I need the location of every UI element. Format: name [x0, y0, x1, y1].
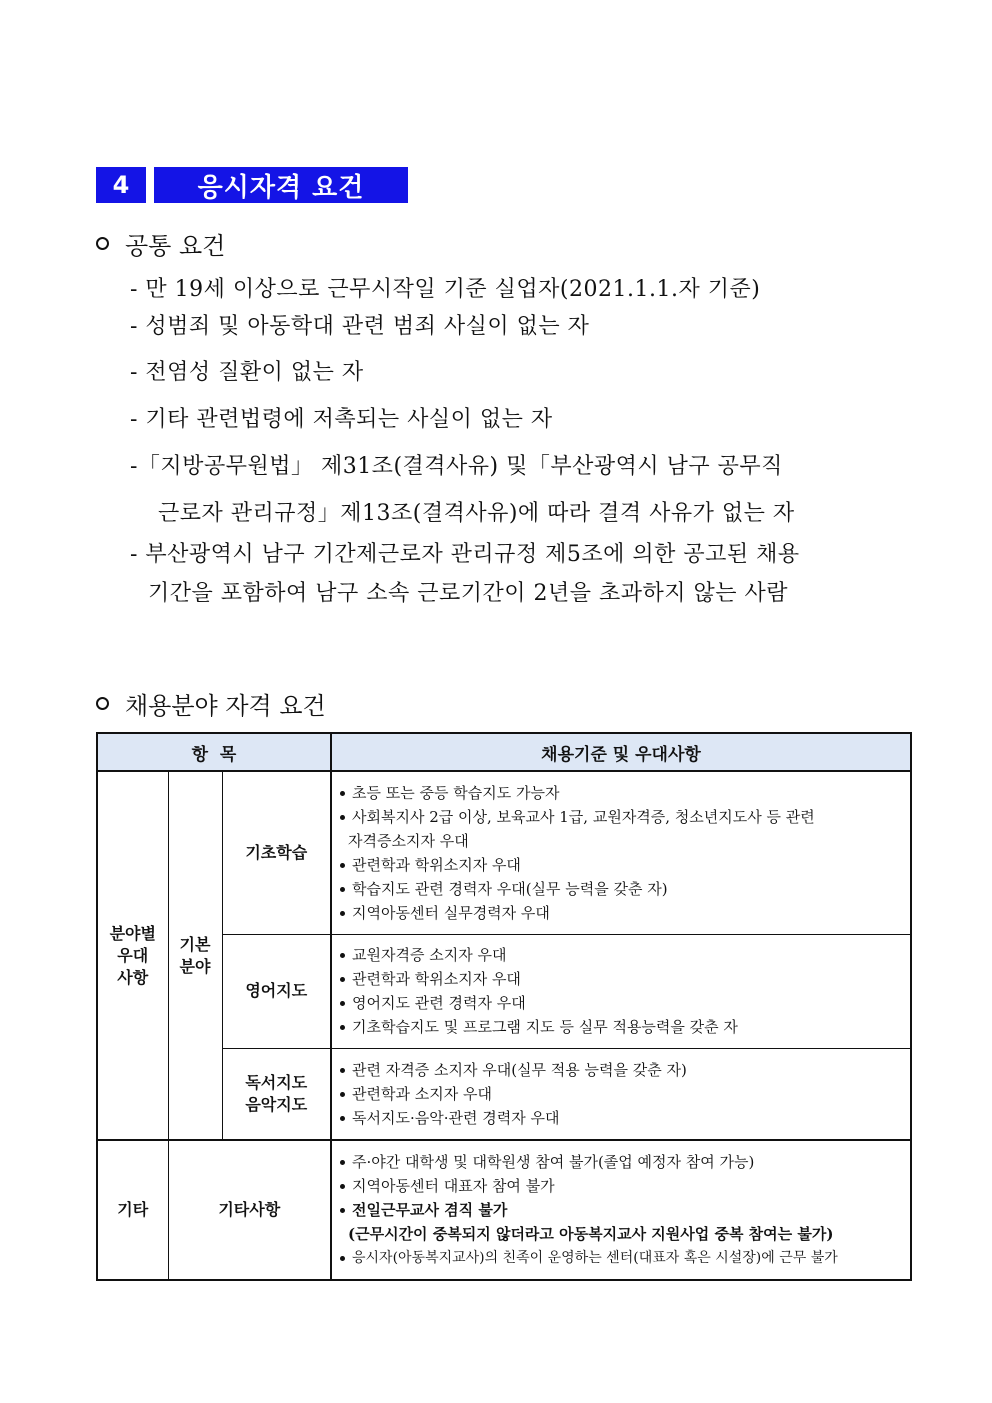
row-label: 독서지도 음악지도 — [222, 1048, 331, 1140]
list-item: 지역아동센터 실무경력자 우대 — [336, 901, 910, 925]
table-header-row — [97, 733, 911, 771]
list-item-emphasis: 전일근무교사 겸직 불가 — [336, 1198, 910, 1222]
header-criteria: 채용기준 및 우대사항 — [331, 733, 911, 771]
row-criteria — [331, 934, 911, 1048]
sub-group-label: 기본 분야 — [168, 771, 222, 1140]
list-item: 지역아동센터 대표자 참여 불가 — [336, 1174, 910, 1198]
qualification-table — [96, 732, 912, 1281]
list-item: 교원자격증 소지자 우대 — [336, 943, 910, 967]
list-item: 응시자(아동복지교사)의 친족이 운영하는 센터(대표자 혹은 시설장)에 근무 불가 — [336, 1246, 910, 1270]
list-item: 학습지도 관련 경력자 우대(실무 능력을 갖춘 자) — [336, 877, 910, 901]
list-item: 초등 또는 중등 학습지도 가능자 — [336, 781, 910, 805]
list-item-note: (근무시간이 중복되지 않더라고 아동복지교사 지원사업 중복 참여는 불가) — [348, 1225, 834, 1243]
list-item: 관련학과 학위소지자 우대 — [336, 853, 910, 877]
list-item: 영어지도 관련 경력자 우대 — [336, 991, 910, 1015]
field-heading-text: 채용분야 자격 요건 — [125, 692, 326, 720]
requirement-item: - 기타 관련법령에 저촉되는 사실이 없는 자 — [130, 407, 553, 432]
requirement-item: - 전염성 질환이 없는 자 — [130, 360, 364, 385]
requirement-item: - 성범죄 및 아동학대 관련 범죄 사실이 없는 자 — [130, 314, 590, 339]
common-requirements-heading — [96, 226, 225, 261]
section-number: 4 — [96, 167, 146, 203]
list-item: 관련학과 학위소지자 우대 — [336, 967, 910, 991]
list-item: 기초학습지도 및 프로그램 지도 등 실무 적용능력을 갖춘 자 — [336, 1015, 910, 1039]
list-item: 독서지도·음악·관련 경력자 우대 — [336, 1106, 910, 1130]
common-heading-text: 공통 요건 — [125, 232, 226, 260]
requirement-item: -「지방공무원법」 제31조(결격사유) 및「부산광역시 남구 공무직 — [130, 454, 783, 479]
circle-bullet-icon — [96, 237, 109, 250]
list-item: 관련학과 소지자 우대 — [336, 1082, 910, 1106]
requirement-item: - 부산광역시 남구 기간제근로자 관리규정 제5조에 의한 공고된 채용 — [130, 542, 800, 567]
list-item-continued: 자격증소지자 우대 — [348, 831, 469, 850]
list-item: 관련 자격증 소지자 우대(실무 적용 능력을 갖춘 자) — [336, 1058, 910, 1082]
other-sub-label: 기타사항 — [168, 1140, 331, 1280]
requirement-item-continued: 기간을 포함하여 남구 소속 근로기간이 2년을 초과하지 않는 사람 — [148, 581, 788, 606]
group-label: 분야별 우대 사항 — [97, 771, 168, 1140]
row-label: 영어지도 — [222, 934, 331, 1048]
list-item: 주·야간 대학생 및 대학원생 참여 불가(졸업 예정자 참여 가능) — [336, 1150, 910, 1174]
circle-bullet-icon — [96, 697, 109, 710]
list-item: 사회복지사 2급 이상, 보육교사 1급, 교원자격증, 청소년지도사 등 관련 — [336, 805, 910, 829]
requirement-item: - 만 19세 이상으로 근무시작일 기준 실업자(2021.1.1.자 기준) — [130, 277, 761, 302]
field-requirements-heading — [96, 686, 326, 721]
requirement-item-continued: 근로자 관리규정」제13조(결격사유)에 따라 결격 사유가 없는 자 — [158, 501, 795, 526]
section-title: 응시자격 요건 — [154, 167, 408, 203]
row-criteria — [331, 771, 911, 934]
table-row — [97, 771, 911, 934]
row-label: 기초학습 — [222, 771, 331, 934]
row-criteria — [331, 1048, 911, 1140]
header-item: 항 목 — [97, 733, 331, 771]
table-row — [97, 1140, 911, 1280]
other-label: 기타 — [97, 1140, 168, 1280]
other-criteria — [331, 1140, 911, 1280]
